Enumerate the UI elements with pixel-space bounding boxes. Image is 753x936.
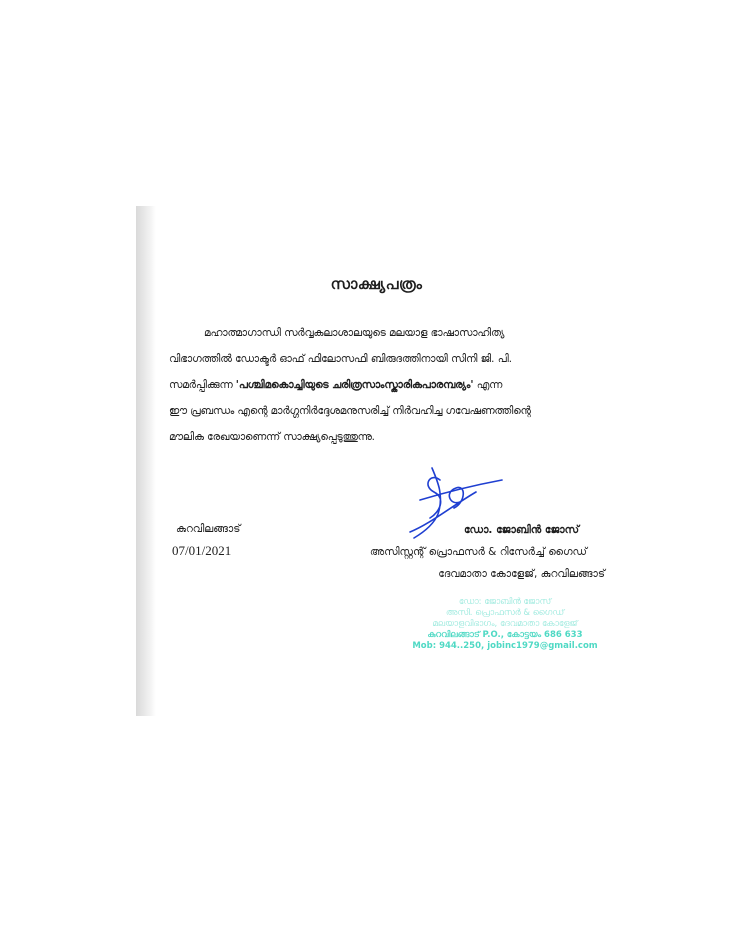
date-label: 07/01/2021: [172, 543, 232, 558]
official-stamp: [410, 597, 600, 652]
body-line-2: വിഭാഗത്തിൽ ഡോക്ടർ ഓഫ് ഫിലോസഫി ബിരുദത്തിനായി സിനി ജി. പി.: [169, 353, 513, 365]
stamp-line-5: Mob: 944..250, jobinc1979@gmail.com: [412, 641, 598, 651]
stamp-line-1: ഡോ: ജോബിൻ ജോസ്: [458, 597, 552, 607]
place-label: കുറവിലങ്ങാട്: [176, 523, 241, 535]
thesis-title: 'പശ്ചിമകൊച്ചിയുടെ ചരിത്രസാംസ്കാരികപാരമ്പര്യം': [235, 379, 474, 391]
body-line-5: മൗലിക രേഖയാണെന്ന് സാക്ഷ്യപ്പെടുത്തുന്നു.: [169, 431, 375, 443]
signatory-title: അസിസ്റ്റന്റ് പ്രൊഫസർ & റിസേർച്ച് ഗൈഡ്: [369, 546, 587, 558]
certificate-body: [169, 320, 604, 450]
body-line-3: [169, 372, 604, 398]
body-line-4: ഈ പ്രബന്ധം എന്റെ മാർഗ്ഗനിർദ്ദേശമനുസരിച്ച് നിർവഹിച്ച ഗവേഷണത്തിന്റെ: [169, 405, 531, 417]
body-line-3-suffix: എന്ന: [473, 379, 503, 391]
signatory-name: ഡോ. ജോബിൻ ജോസ്: [463, 524, 579, 536]
stamp-line-4: കുറവിലങ്ങാട് P.O., കോട്ടയം 686 633: [427, 630, 583, 640]
document-title: സാക്ഷ്യപത്രം: [330, 275, 423, 293]
body-line-3-prefix: സമർപ്പിക്കുന്ന: [169, 379, 236, 391]
stamp-line-3: മലയാളവിഭാഗം, ദേവമാതാ കോളേജ്: [432, 619, 578, 629]
body-line-1: മഹാത്മാഗാന്ധി സർവ്വകലാശാലയുടെ മലയാള ഭാഷാസാഹിത്യ: [204, 327, 505, 339]
signatory-block: [330, 519, 605, 585]
signatory-institution: ദേവമാതാ കോളേജ്, കുറവിലങ്ങാട്: [438, 568, 605, 580]
stamp-line-2: അസി. പ്രൊഫസർ & ഗൈഡ്: [445, 608, 565, 618]
